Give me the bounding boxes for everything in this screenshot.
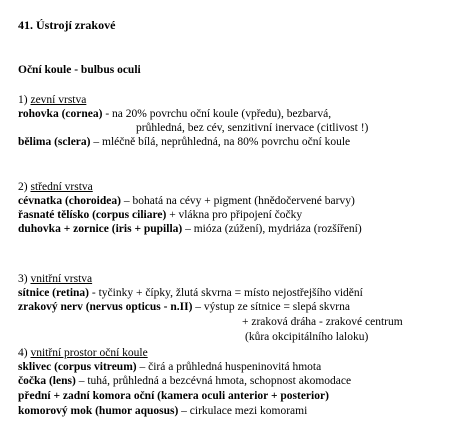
section-4-header: 4) vnitřní prostor oční koule [18,347,148,359]
line-rasnate-telisko: řasnaté tělísko (corpus ciliare) + vlákna pro připojení čočky [18,209,303,221]
line-sitnice: sítnice (retina) - tyčinky + čípky, žlutá skvrna = místo nejostřejšího vidění [18,287,363,299]
section-3-header: 3) vnitřní vrstva [18,273,93,285]
line-sklivec: sklivec (corpus vitreum) – čirá a průhledná huspeninovitá hmota [18,361,322,373]
line-komorovy-mok: komorový mok (humor aquosus) – cirkulace mezi komorami [18,405,308,417]
page-title: 41. Ústrojí zrakové [18,18,116,32]
section-2-header: 2) střední vrstva [18,181,93,193]
line-zrakova-draha: + zraková dráha - zrakové centrum [242,316,403,328]
section-1-header: 1) zevní vrstva [18,94,87,106]
line-rohovka-cont: průhledná, bez cév, senzitivní inervace (citlivost !) [136,122,369,134]
line-rohovka: rohovka (cornea) - na 20% povrchu oční koule (vpředu), bezbarvá, [18,108,332,120]
line-cocka: čočka (lens) – tuhá, průhledná a bezcévná hmota, schopnost akomodace [18,375,352,387]
line-zrakovy-nerv: zrakový nerv (nervus opticus - n.II) – výstup ze sítnice = slepá skvrna [18,301,350,313]
section-heading: Oční koule - bulbus oculi [18,64,141,76]
line-duhovka: duhovka + zornice (iris + pupilla) – mióza (zúžení), mydriáza (rozšíření) [18,223,362,235]
line-kura: (kůra okcipitálního laloku) [245,331,369,343]
line-komora: přední + zadní komora oční (kamera oculi anterior + posterior) [18,390,329,402]
line-cevnatka: cévnatka (choroidea) – bohatá na cévy + pigment (hnědočervené barvy) [18,195,355,207]
line-belima: bělima (sclera) – mléčně bílá, neprůhledná, na 80% povrchu oční koule [18,136,351,148]
